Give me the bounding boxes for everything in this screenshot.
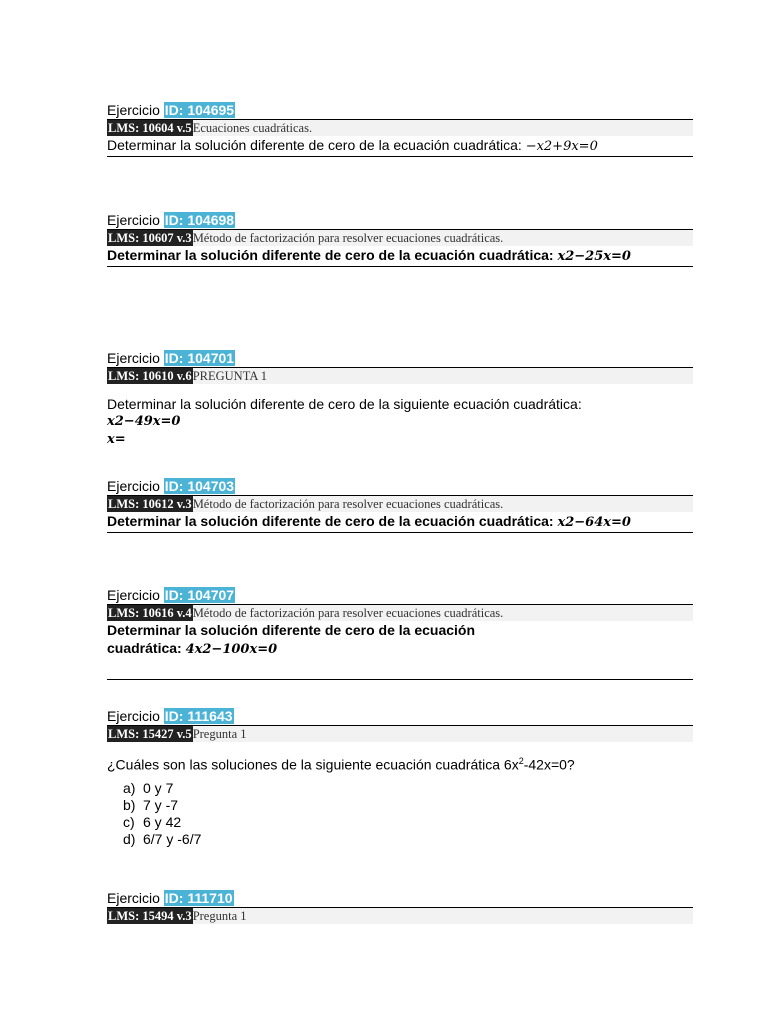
exercise-104698 — [107, 212, 693, 267]
exercise-104701 — [107, 350, 693, 449]
exercise-label: Ejercicio — [107, 212, 160, 228]
lms-topic: Pregunta 1 — [192, 909, 247, 923]
option-c[interactable]: c) 6 y 42 — [123, 813, 182, 830]
exercise-header — [107, 478, 693, 495]
lms-topic: Pregunta 1 — [192, 727, 247, 741]
exercise-label: Ejercicio — [107, 890, 160, 906]
lms-badge[interactable]: LMS: 10604 v.5 — [108, 121, 192, 135]
lms-badge[interactable]: LMS: 10610 v.6 — [108, 369, 192, 383]
lms-row — [107, 229, 693, 246]
question-text: Determinar la solución diferente de cero de la ecuación cuadrática: x2−25x=0 — [107, 246, 693, 267]
exercise-104695 — [107, 102, 693, 157]
lms-badge[interactable]: LMS: 15427 v.5 — [108, 727, 192, 741]
exercise-id-badge[interactable]: ID: 104701 — [164, 350, 235, 366]
lms-row — [107, 907, 693, 924]
lms-badge[interactable]: LMS: 10616 v.4 — [108, 606, 192, 620]
lms-row — [107, 495, 693, 512]
exercise-header — [107, 890, 693, 907]
lms-badge[interactable]: LMS: 10612 v.3 — [108, 497, 192, 511]
exercise-header — [107, 350, 693, 367]
exercise-header — [107, 587, 693, 604]
equation: x2−64x=0 — [557, 515, 631, 530]
exercise-label: Ejercicio — [107, 708, 160, 724]
option-b[interactable]: b) 7 y -7 — [123, 796, 179, 813]
lms-row — [107, 367, 693, 384]
question-text: ¿Cuáles son las soluciones de la siguiente ecuación cuadrática $6x^2-42x=0$? — [107, 756, 575, 773]
equation: −x2+9x=0 — [525, 139, 598, 154]
lms-row — [107, 604, 693, 621]
exercise-id-badge[interactable]: ID: 104703 — [164, 478, 235, 494]
exercise-id-badge[interactable]: ID: 111643 — [164, 708, 233, 724]
exercise-id-badge[interactable]: ID: 111710 — [164, 890, 233, 906]
exercise-label: Ejercicio — [107, 587, 160, 603]
lms-topic: Método de factorización para resolver ecuaciones cuadráticas. — [192, 497, 504, 511]
option-d[interactable]: d) 6/7 y -6/7 — [123, 830, 202, 847]
lms-row — [107, 725, 693, 742]
exercise-104703 — [107, 478, 693, 533]
question-text: Determinar la solución diferente de cero de la ecuación cuadrática: x2−64x=0 — [107, 512, 693, 533]
lms-topic: Método de factorización para resolver ecuaciones cuadráticas. — [192, 606, 504, 620]
exercise-104707 — [107, 587, 693, 680]
lms-topic: Método de factorización para resolver ecuaciones cuadráticas. — [192, 231, 504, 245]
exercise-header — [107, 708, 693, 725]
question-text: Determinar la solución diferente de cero de la ecuación cuadrática: −x2+9x=0 — [107, 136, 693, 157]
question-text: Determinar la solución diferente de cero de la siguiente ecuación cuadrática: — [107, 396, 582, 412]
exercise-id-badge[interactable]: ID: 104698 — [164, 212, 235, 228]
exercise-header — [107, 212, 693, 229]
lms-row — [107, 119, 693, 136]
exercise-header — [107, 102, 693, 119]
equation: x2−49x=0 — [107, 414, 181, 429]
equation: x2−25x=0 — [557, 249, 631, 264]
answer-label: x= — [107, 432, 126, 447]
exercise-label: Ejercicio — [107, 350, 160, 366]
option-a[interactable]: a) 0 y 7 — [123, 779, 174, 796]
question-text: Determinar la solución diferente de cero de la ecuación cuadrática: 4x2−100x=0 — [107, 622, 476, 657]
divider — [107, 659, 693, 680]
exercise-label: Ejercicio — [107, 478, 160, 494]
lms-topic: Ecuaciones cuadráticas. — [192, 121, 313, 135]
exercise-label: Ejercicio — [107, 102, 160, 118]
lms-topic: PREGUNTA 1 — [192, 369, 268, 383]
answer-options — [107, 780, 693, 848]
exercise-id-badge[interactable]: ID: 104707 — [164, 587, 235, 603]
equation: 4x2−100x=0 — [185, 642, 278, 657]
lms-badge[interactable]: LMS: 10607 v.3 — [108, 231, 192, 245]
exercise-id-badge[interactable]: ID: 104695 — [164, 102, 235, 118]
lms-badge[interactable]: LMS: 15494 v.3 — [108, 909, 192, 923]
exercise-111710 — [107, 890, 693, 924]
exercise-111643 — [107, 708, 693, 848]
